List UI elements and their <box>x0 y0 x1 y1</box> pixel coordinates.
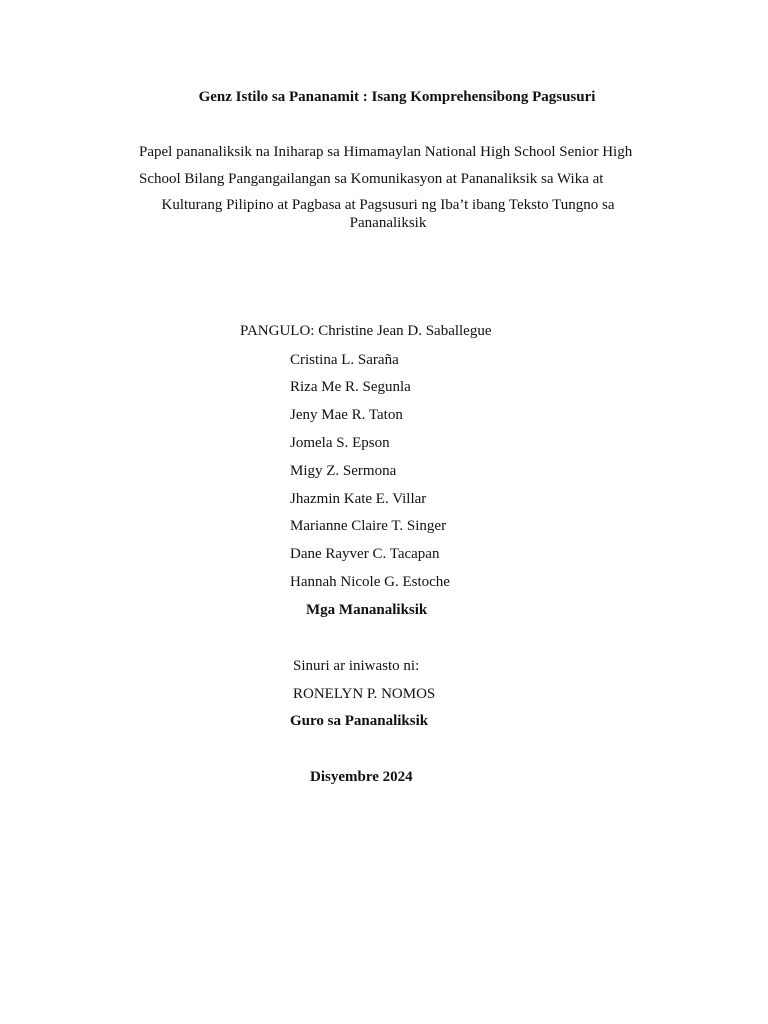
document-title: Genz Istilo sa Pananamit : Isang Komprehensibong Pagsusuri <box>198 89 596 105</box>
member-name: Migy Z. Sermona <box>290 463 397 479</box>
intro-line-3: Kulturang Pilipino at Pagbasa at Pagsusuri ng Iba’t ibang Teksto Tungno sa <box>161 197 615 213</box>
member-name: Jeny Mae R. Taton <box>290 407 403 423</box>
member-name: Marianne Claire T. Singer <box>290 518 447 534</box>
intro-line-1: Papel pananaliksik na Iniharap sa Himamaylan National High School Senior High <box>139 144 633 160</box>
document-date: Disyembre 2024 <box>310 769 413 785</box>
teacher-role: Guro sa Pananaliksik <box>290 713 429 729</box>
member-name: Jhazmin Kate E. Villar <box>290 491 427 507</box>
intro-line-4: Pananaliksik <box>349 215 427 231</box>
member-name: Jomela S. Epson <box>290 435 390 451</box>
member-name: Dane Rayver C. Tacapan <box>290 546 440 562</box>
member-name: Cristina L. Saraña <box>290 352 399 368</box>
reviewed-by-label: Sinuri ar iniwasto ni: <box>293 658 420 674</box>
leader-line: PANGULO: Christine Jean D. Saballegue <box>240 323 492 339</box>
member-name: Riza Me R. Segunla <box>290 379 411 395</box>
researchers-label: Mga Mananaliksik <box>306 602 428 618</box>
teacher-name: RONELYN P. NOMOS <box>293 686 436 702</box>
member-name: Hannah Nicole G. Estoche <box>290 574 450 590</box>
intro-line-2: School Bilang Pangangailangan sa Komunikasyon at Pananaliksik sa Wika at <box>139 171 604 187</box>
